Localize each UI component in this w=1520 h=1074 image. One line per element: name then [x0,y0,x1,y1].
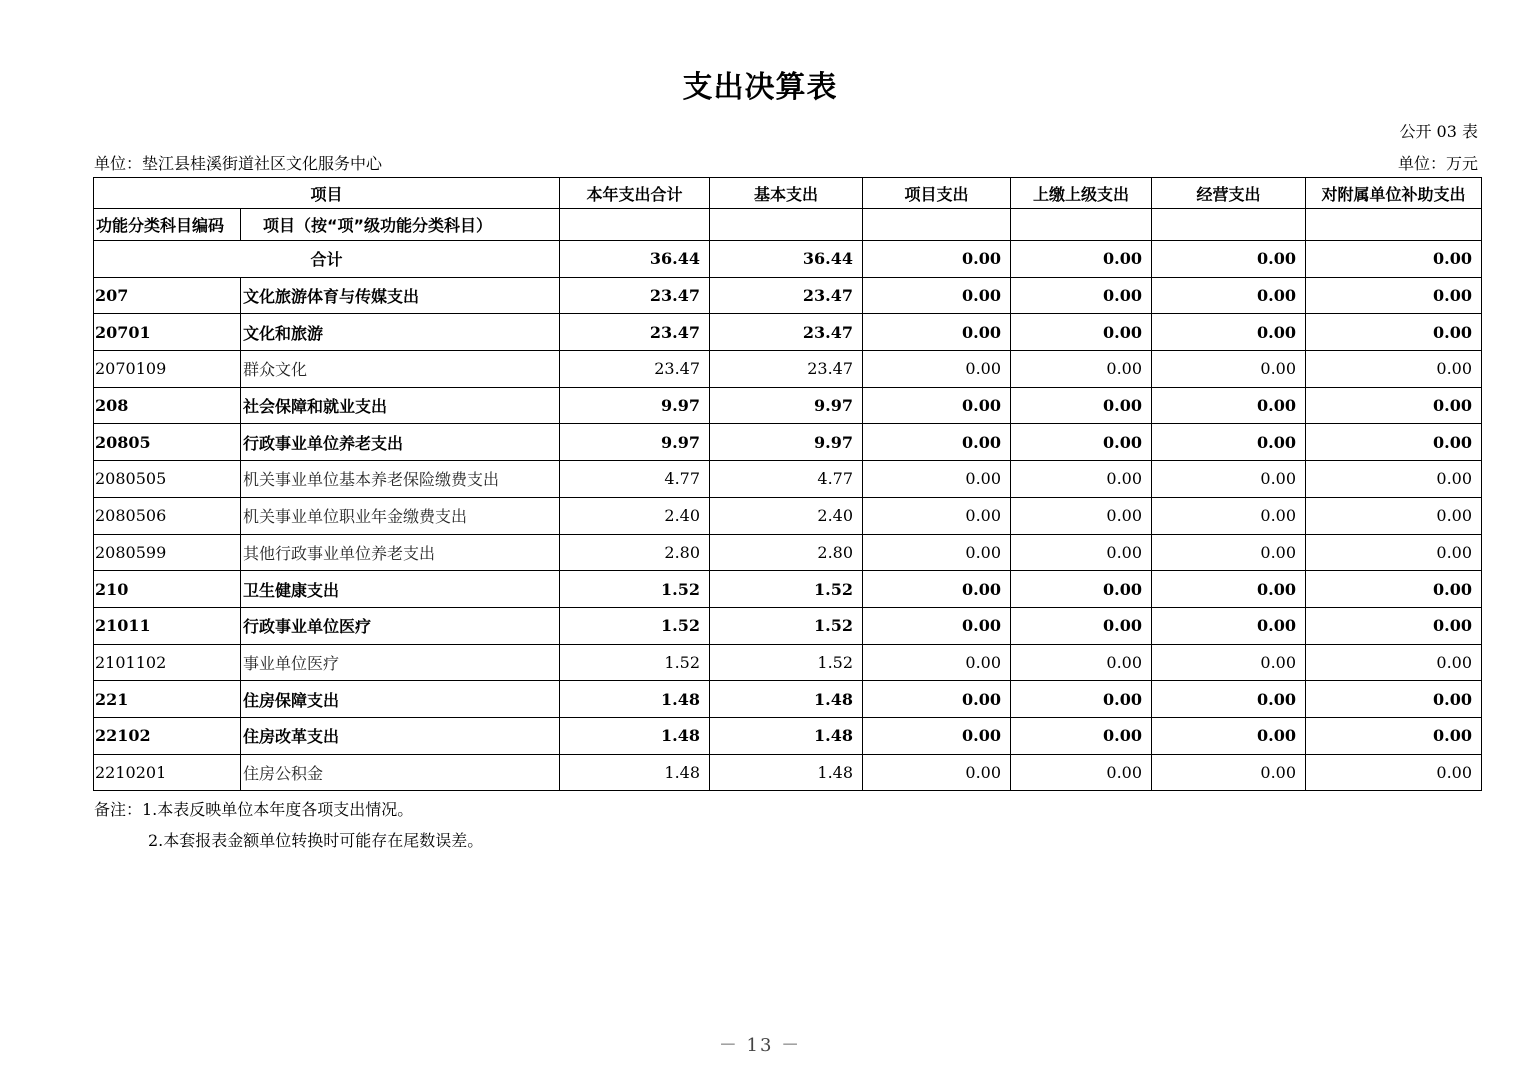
table-row [94,644,1482,681]
subheader-empty [863,209,1011,241]
table-row [94,717,1482,754]
table-row [94,607,1482,644]
row-value: 23.47 [560,314,710,351]
row-value: 0.00 [1306,681,1482,718]
row-code: 207 [94,277,241,314]
row-code: 221 [94,681,241,718]
row-value: 2.40 [560,497,710,534]
row-value: 0.00 [1152,644,1306,681]
subheader-empty [1152,209,1306,241]
row-value: 1.48 [710,681,863,718]
row-value: 0.00 [863,277,1011,314]
row-value: 0.00 [1011,571,1152,608]
row-value: 0.00 [1152,754,1306,791]
row-value: 0.00 [1011,681,1152,718]
row-value: 0.00 [1152,314,1306,351]
row-value: 1.52 [710,607,863,644]
subheader-code: 功能分类科目编码 [94,209,241,241]
row-name: 文化旅游体育与传媒支出 [241,277,560,314]
total-label: 合计 [94,241,560,278]
row-value: 1.48 [710,754,863,791]
subheader-empty [560,209,710,241]
subheader-empty [1306,209,1482,241]
total-row [94,241,1482,278]
row-value: 2.80 [710,534,863,571]
reporting-unit: 单位：垫江县桂溪街道社区文化服务中心 [94,154,383,173]
total-cell: 0.00 [863,241,1011,278]
row-value: 0.00 [1152,571,1306,608]
row-value: 0.00 [863,497,1011,534]
row-value: 0.00 [1011,351,1152,388]
row-value: 0.00 [863,644,1011,681]
row-value: 9.97 [560,387,710,424]
table-row [94,497,1482,534]
row-value: 0.00 [1011,534,1152,571]
row-value: 23.47 [560,277,710,314]
table-number: 公开 03 表 [1399,122,1478,141]
row-value: 0.00 [1306,571,1482,608]
row-value: 0.00 [863,461,1011,498]
table-row [94,754,1482,791]
row-value: 0.00 [1011,717,1152,754]
row-value: 0.00 [1152,497,1306,534]
total-cell: 0.00 [1011,241,1152,278]
row-value: 0.00 [1306,717,1482,754]
row-value: 1.52 [560,571,710,608]
row-value: 0.00 [1011,644,1152,681]
row-value: 0.00 [863,424,1011,461]
row-value: 0.00 [1011,387,1152,424]
header-basic: 基本支出 [710,178,863,209]
row-value: 0.00 [863,754,1011,791]
row-name: 机关事业单位基本养老保险缴费支出 [241,461,560,498]
row-value: 0.00 [1152,717,1306,754]
row-name: 行政事业单位医疗 [241,607,560,644]
subheader-name: 项目（按“项”级功能分类科目） [241,209,560,241]
page-title: 支出决算表 [682,70,838,105]
total-cell: 36.44 [710,241,863,278]
row-code: 22102 [94,717,241,754]
row-value: 0.00 [1306,424,1482,461]
row-value: 0.00 [1306,387,1482,424]
row-value: 0.00 [1152,681,1306,718]
header-project: 项目支出 [863,178,1011,209]
row-value: 0.00 [1306,497,1482,534]
table-row [94,277,1482,314]
row-value: 2.80 [560,534,710,571]
row-value: 0.00 [1011,497,1152,534]
subheader-empty [710,209,863,241]
row-value: 2.40 [710,497,863,534]
row-value: 0.00 [863,607,1011,644]
row-code: 20701 [94,314,241,351]
row-value: 4.77 [710,461,863,498]
row-value: 0.00 [1152,351,1306,388]
row-name: 住房公积金 [241,754,560,791]
row-value: 0.00 [1306,277,1482,314]
row-value: 23.47 [710,314,863,351]
row-value: 4.77 [560,461,710,498]
row-value: 1.48 [560,754,710,791]
row-value: 0.00 [863,351,1011,388]
row-value: 0.00 [1011,607,1152,644]
row-name: 其他行政事业单位养老支出 [241,534,560,571]
row-name: 文化和旅游 [241,314,560,351]
table-row [94,387,1482,424]
row-value: 9.97 [710,387,863,424]
header-subsidy: 对附属单位补助支出 [1306,178,1482,209]
row-code: 2101102 [94,644,241,681]
header-row [94,178,1482,209]
currency-unit: 单位：万元 [1397,154,1478,173]
total-cell: 36.44 [560,241,710,278]
header-business: 经营支出 [1152,178,1306,209]
row-name: 住房改革支出 [241,717,560,754]
row-code: 2070109 [94,351,241,388]
expenditure-table [93,177,1482,791]
row-value: 0.00 [863,681,1011,718]
row-value: 0.00 [1306,754,1482,791]
row-value: 9.97 [560,424,710,461]
table-row [94,314,1482,351]
total-cell: 0.00 [1306,241,1482,278]
header-total: 本年支出合计 [560,178,710,209]
header-item: 项目 [94,178,560,209]
row-value: 23.47 [710,351,863,388]
row-name: 社会保障和就业支出 [241,387,560,424]
row-value: 1.48 [710,717,863,754]
row-name: 机关事业单位职业年金缴费支出 [241,497,560,534]
table-row [94,681,1482,718]
row-code: 2080505 [94,461,241,498]
row-value: 0.00 [863,387,1011,424]
row-value: 0.00 [1152,461,1306,498]
row-code: 208 [94,387,241,424]
subheader-empty [1011,209,1152,241]
row-code: 20805 [94,424,241,461]
row-value: 1.52 [710,571,863,608]
row-code: 2080506 [94,497,241,534]
notes [94,794,483,856]
row-value: 0.00 [1306,607,1482,644]
note-line-1: 备注：1.本表反映单位本年度各项支出情况。 [94,800,414,819]
row-name: 行政事业单位养老支出 [241,424,560,461]
row-value: 0.00 [1306,534,1482,571]
row-name: 卫生健康支出 [241,571,560,608]
row-value: 0.00 [1011,424,1152,461]
note-line-2: 2.本套报表金额单位转换时可能存在尾数误差。 [148,831,484,850]
row-value: 23.47 [560,351,710,388]
row-value: 0.00 [1152,607,1306,644]
row-value: 0.00 [1306,351,1482,388]
row-value: 0.00 [863,314,1011,351]
total-cell: 0.00 [1152,241,1306,278]
row-value: 1.48 [560,717,710,754]
table-row [94,424,1482,461]
row-value: 1.52 [560,644,710,681]
row-value: 0.00 [1152,277,1306,314]
row-value: 1.52 [560,607,710,644]
row-value: 0.00 [1306,461,1482,498]
row-value: 0.00 [863,534,1011,571]
header-upper: 上缴上级支出 [1011,178,1152,209]
row-value: 0.00 [1306,314,1482,351]
table-row [94,461,1482,498]
table-row [94,351,1482,388]
row-value: 1.48 [560,681,710,718]
row-value: 23.47 [710,277,863,314]
row-value: 0.00 [863,717,1011,754]
row-code: 21011 [94,607,241,644]
row-value: 0.00 [1011,277,1152,314]
row-code: 2080599 [94,534,241,571]
row-value: 0.00 [1011,461,1152,498]
row-value: 0.00 [1152,534,1306,571]
table-row [94,571,1482,608]
row-value: 9.97 [710,424,863,461]
row-name: 事业单位医疗 [241,644,560,681]
row-code: 210 [94,571,241,608]
page-number: － 13 － [718,1035,802,1056]
row-value: 0.00 [1152,424,1306,461]
row-value: 1.52 [710,644,863,681]
row-value: 0.00 [1152,387,1306,424]
row-name: 住房保障支出 [241,681,560,718]
row-value: 0.00 [1011,754,1152,791]
row-value: 0.00 [1306,644,1482,681]
subheader-row [94,209,1482,241]
row-code: 2210201 [94,754,241,791]
table-row [94,534,1482,571]
row-value: 0.00 [863,571,1011,608]
row-name: 群众文化 [241,351,560,388]
row-value: 0.00 [1011,314,1152,351]
